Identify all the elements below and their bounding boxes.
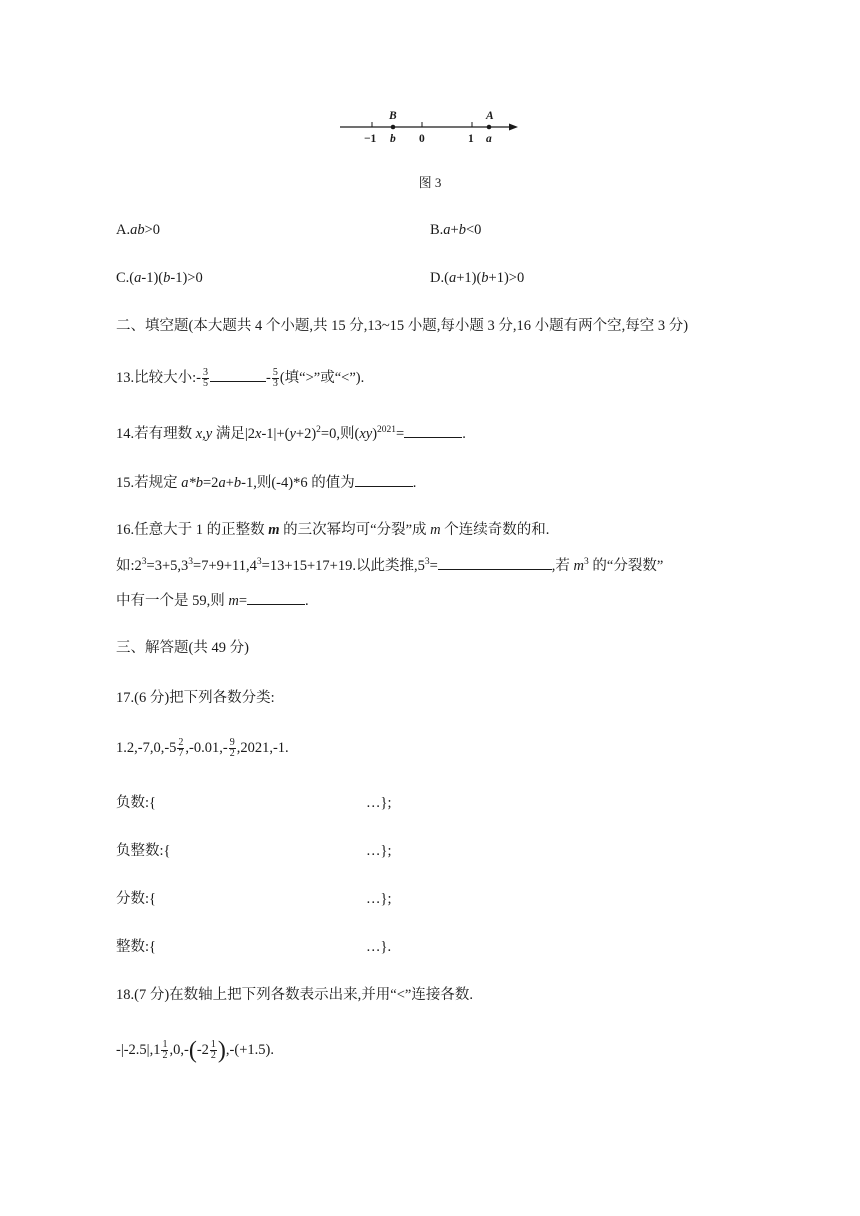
category-fraction-end: …}; bbox=[366, 891, 392, 907]
category-negative: 负数:{ bbox=[116, 795, 156, 811]
question-16-line-3: 中有一个是 59,则 m= . bbox=[116, 590, 309, 611]
option-c: C.(a-1)(b-1)>0 bbox=[116, 270, 203, 286]
tick-label-minus1: −1 bbox=[364, 133, 377, 145]
question-13: 13.比较大小:- $\frac{3}{5}$ - $\frac{5}{3}$ (填“>”或“<”). bbox=[116, 367, 365, 390]
option-a: A.ab>0 bbox=[116, 222, 161, 238]
question-17-title: 17.(6 分)把下列各数分类: bbox=[116, 690, 275, 706]
answer-blank bbox=[210, 367, 266, 382]
number-line-figure bbox=[338, 106, 528, 150]
answer-blank bbox=[438, 555, 552, 570]
category-fraction: 分数:{ bbox=[116, 891, 156, 907]
question-14: 14.若有理数 x,y 满足$|2x-1|+(y+2)^2=0$,则(xy)$^{2021}$= . bbox=[116, 423, 466, 444]
point-a bbox=[487, 125, 492, 130]
question-15: 15.若规定 a*b=2a+b-1,则(-4)*6 的值为 . bbox=[116, 472, 416, 493]
category-integer-end: …}. bbox=[366, 939, 392, 955]
question-17-numbers: 1.2,-7,0,-5 $\frac{2}{7}$ ,-0.01,- $\frac{9}{2}$ ,2021,-1. bbox=[116, 737, 289, 760]
question-18-title: 18.(7 分)在数轴上把下列各数表示出来,并用“<”连接各数. bbox=[116, 987, 473, 1003]
answer-blank bbox=[404, 423, 462, 438]
fraction: $\frac{1}{2}$ bbox=[162, 1039, 168, 1062]
section-3-title: 三、解答题(共 49 分) bbox=[116, 640, 249, 656]
figure-caption: 图 3 bbox=[418, 175, 442, 190]
fraction: $\frac{2}{7}$ bbox=[178, 737, 184, 760]
point-b bbox=[391, 125, 396, 130]
label-b: b bbox=[390, 133, 396, 145]
tick-label-one: 1 bbox=[468, 133, 474, 145]
question-16-line-1: 16.任意大于 1 的正整数 m 的三次幂均可“分裂”成 m 个连续奇数的和. bbox=[116, 522, 550, 538]
label-B: B bbox=[389, 110, 397, 122]
section-2-title: 二、填空题(本大题共 4 个小题,共 15 分,13~15 小题,每小题 3 分,16 小题有两个空,每空 3 分) bbox=[116, 318, 689, 334]
fraction: $\frac{1}{2}$ bbox=[210, 1039, 216, 1062]
axis-arrow-icon bbox=[509, 124, 518, 131]
tick-label-zero: 0 bbox=[419, 133, 425, 145]
fraction: $\frac{5}{3}$ bbox=[272, 367, 278, 390]
label-a: a bbox=[486, 133, 492, 145]
category-negative-end: …}; bbox=[366, 795, 392, 811]
answer-blank bbox=[355, 472, 413, 487]
category-integer: 整数:{ bbox=[116, 939, 156, 955]
label-A: A bbox=[486, 110, 494, 122]
answer-blank bbox=[247, 590, 305, 605]
question-16-line-2: 如$:2^3=3+5,3^3=7+9+11,4^3=13+15+17+19$.以此类推$,5^3=$ ,若 $m^3$ 的“分裂数” bbox=[116, 555, 663, 576]
fraction: $\frac{3}{5}$ bbox=[202, 367, 208, 390]
category-negative-integer: 负整数:{ bbox=[116, 843, 171, 859]
option-d: D.(a+1)(b+1)>0 bbox=[430, 270, 525, 286]
question-18-numbers: -|-2.5|,1 $\frac{1}{2}$ ,0,-(-2 $\frac{1}{2}$ ),-(+1.5). bbox=[116, 1037, 274, 1064]
option-b: B.a+b<0 bbox=[430, 222, 482, 238]
category-negative-integer-end: …}; bbox=[366, 843, 392, 859]
fraction: $\frac{9}{2}$ bbox=[229, 737, 235, 760]
